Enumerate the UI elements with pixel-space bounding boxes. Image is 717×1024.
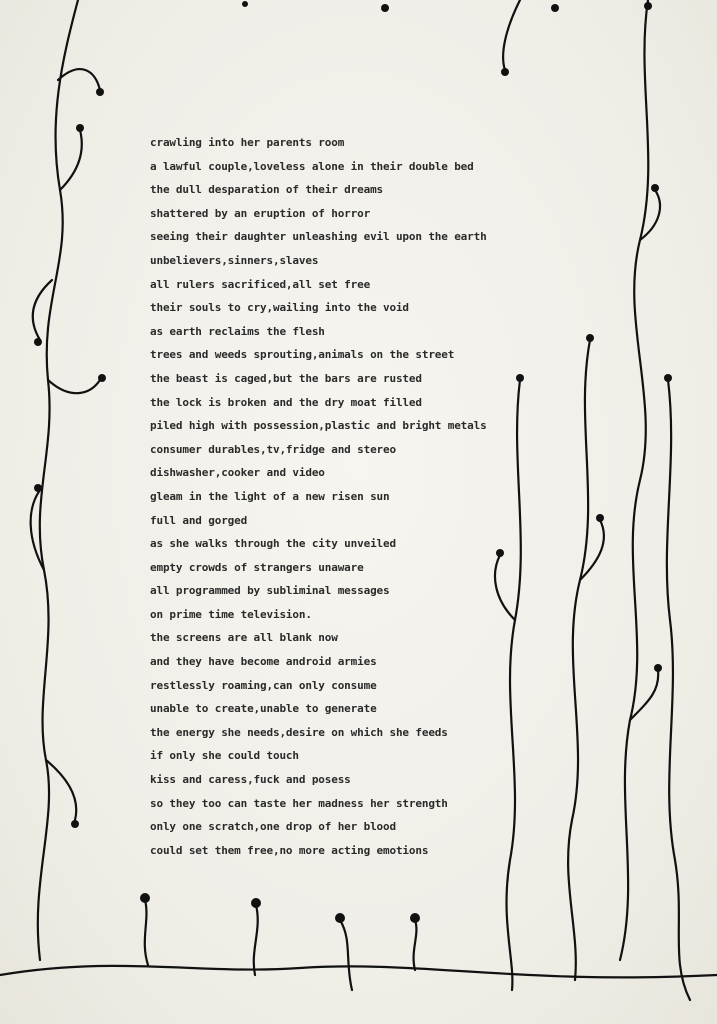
poem-text — [150, 131, 510, 862]
poem-line: seeing their daughter unleashing evil upon the earth — [150, 230, 487, 244]
poem-line: dishwasher,cooker and video — [150, 466, 325, 480]
poem-line: unbelievers,sinners,slaves — [150, 253, 319, 267]
poem-line: so they too can taste her madness her strength — [150, 796, 448, 810]
poem-line: crawling into her parents room — [150, 136, 345, 149]
poem-line: trees and weeds sprouting,animals on the street — [150, 348, 455, 362]
poem-line: the energy she needs,desire on which she feeds — [150, 725, 448, 739]
poem-line: consumer durables,tv,fridge and stereo — [150, 442, 396, 456]
poem-line: restlessly roaming,can only consume — [150, 678, 377, 692]
poem-line: on prime time television. — [150, 607, 312, 621]
poem-line: the beast is caged,but the bars are rusted — [150, 371, 422, 385]
poem-line: all rulers sacrificed,all set free — [150, 277, 371, 291]
poem-line: the lock is broken and the dry moat filled — [150, 395, 422, 409]
poem-line: full and gorged — [150, 513, 248, 527]
poem-line: unable to create,unable to generate — [150, 702, 377, 716]
poem-line: empty crowds of strangers unaware — [150, 560, 364, 574]
poem-line: all programmed by subliminal messages — [150, 584, 390, 598]
poem-line: only one scratch,one drop of her blood — [150, 820, 396, 834]
poem-line: as she walks through the city unveiled — [150, 537, 396, 551]
poem-line: their souls to cry,wailing into the void — [150, 301, 409, 315]
poem-line: kiss and caress,fuck and posess — [150, 773, 351, 787]
poem-line: the screens are all blank now — [150, 631, 338, 645]
poem-line: shattered by an eruption of horror — [150, 206, 371, 220]
poem-line: if only she could touch — [150, 749, 299, 763]
poem-line: as earth reclaims the flesh — [150, 324, 325, 338]
poem-line: piled high with possession,plastic and bright metals — [150, 419, 487, 433]
poem-line: gleam in the light of a new risen sun — [150, 489, 390, 503]
poem-line: a lawful couple,loveless alone in their double bed — [150, 159, 474, 173]
poem-line: the dull desparation of their dreams — [150, 183, 384, 197]
poem-line: could set them free,no more acting emotions — [150, 843, 429, 857]
poem-line: and they have become android armies — [150, 655, 377, 669]
